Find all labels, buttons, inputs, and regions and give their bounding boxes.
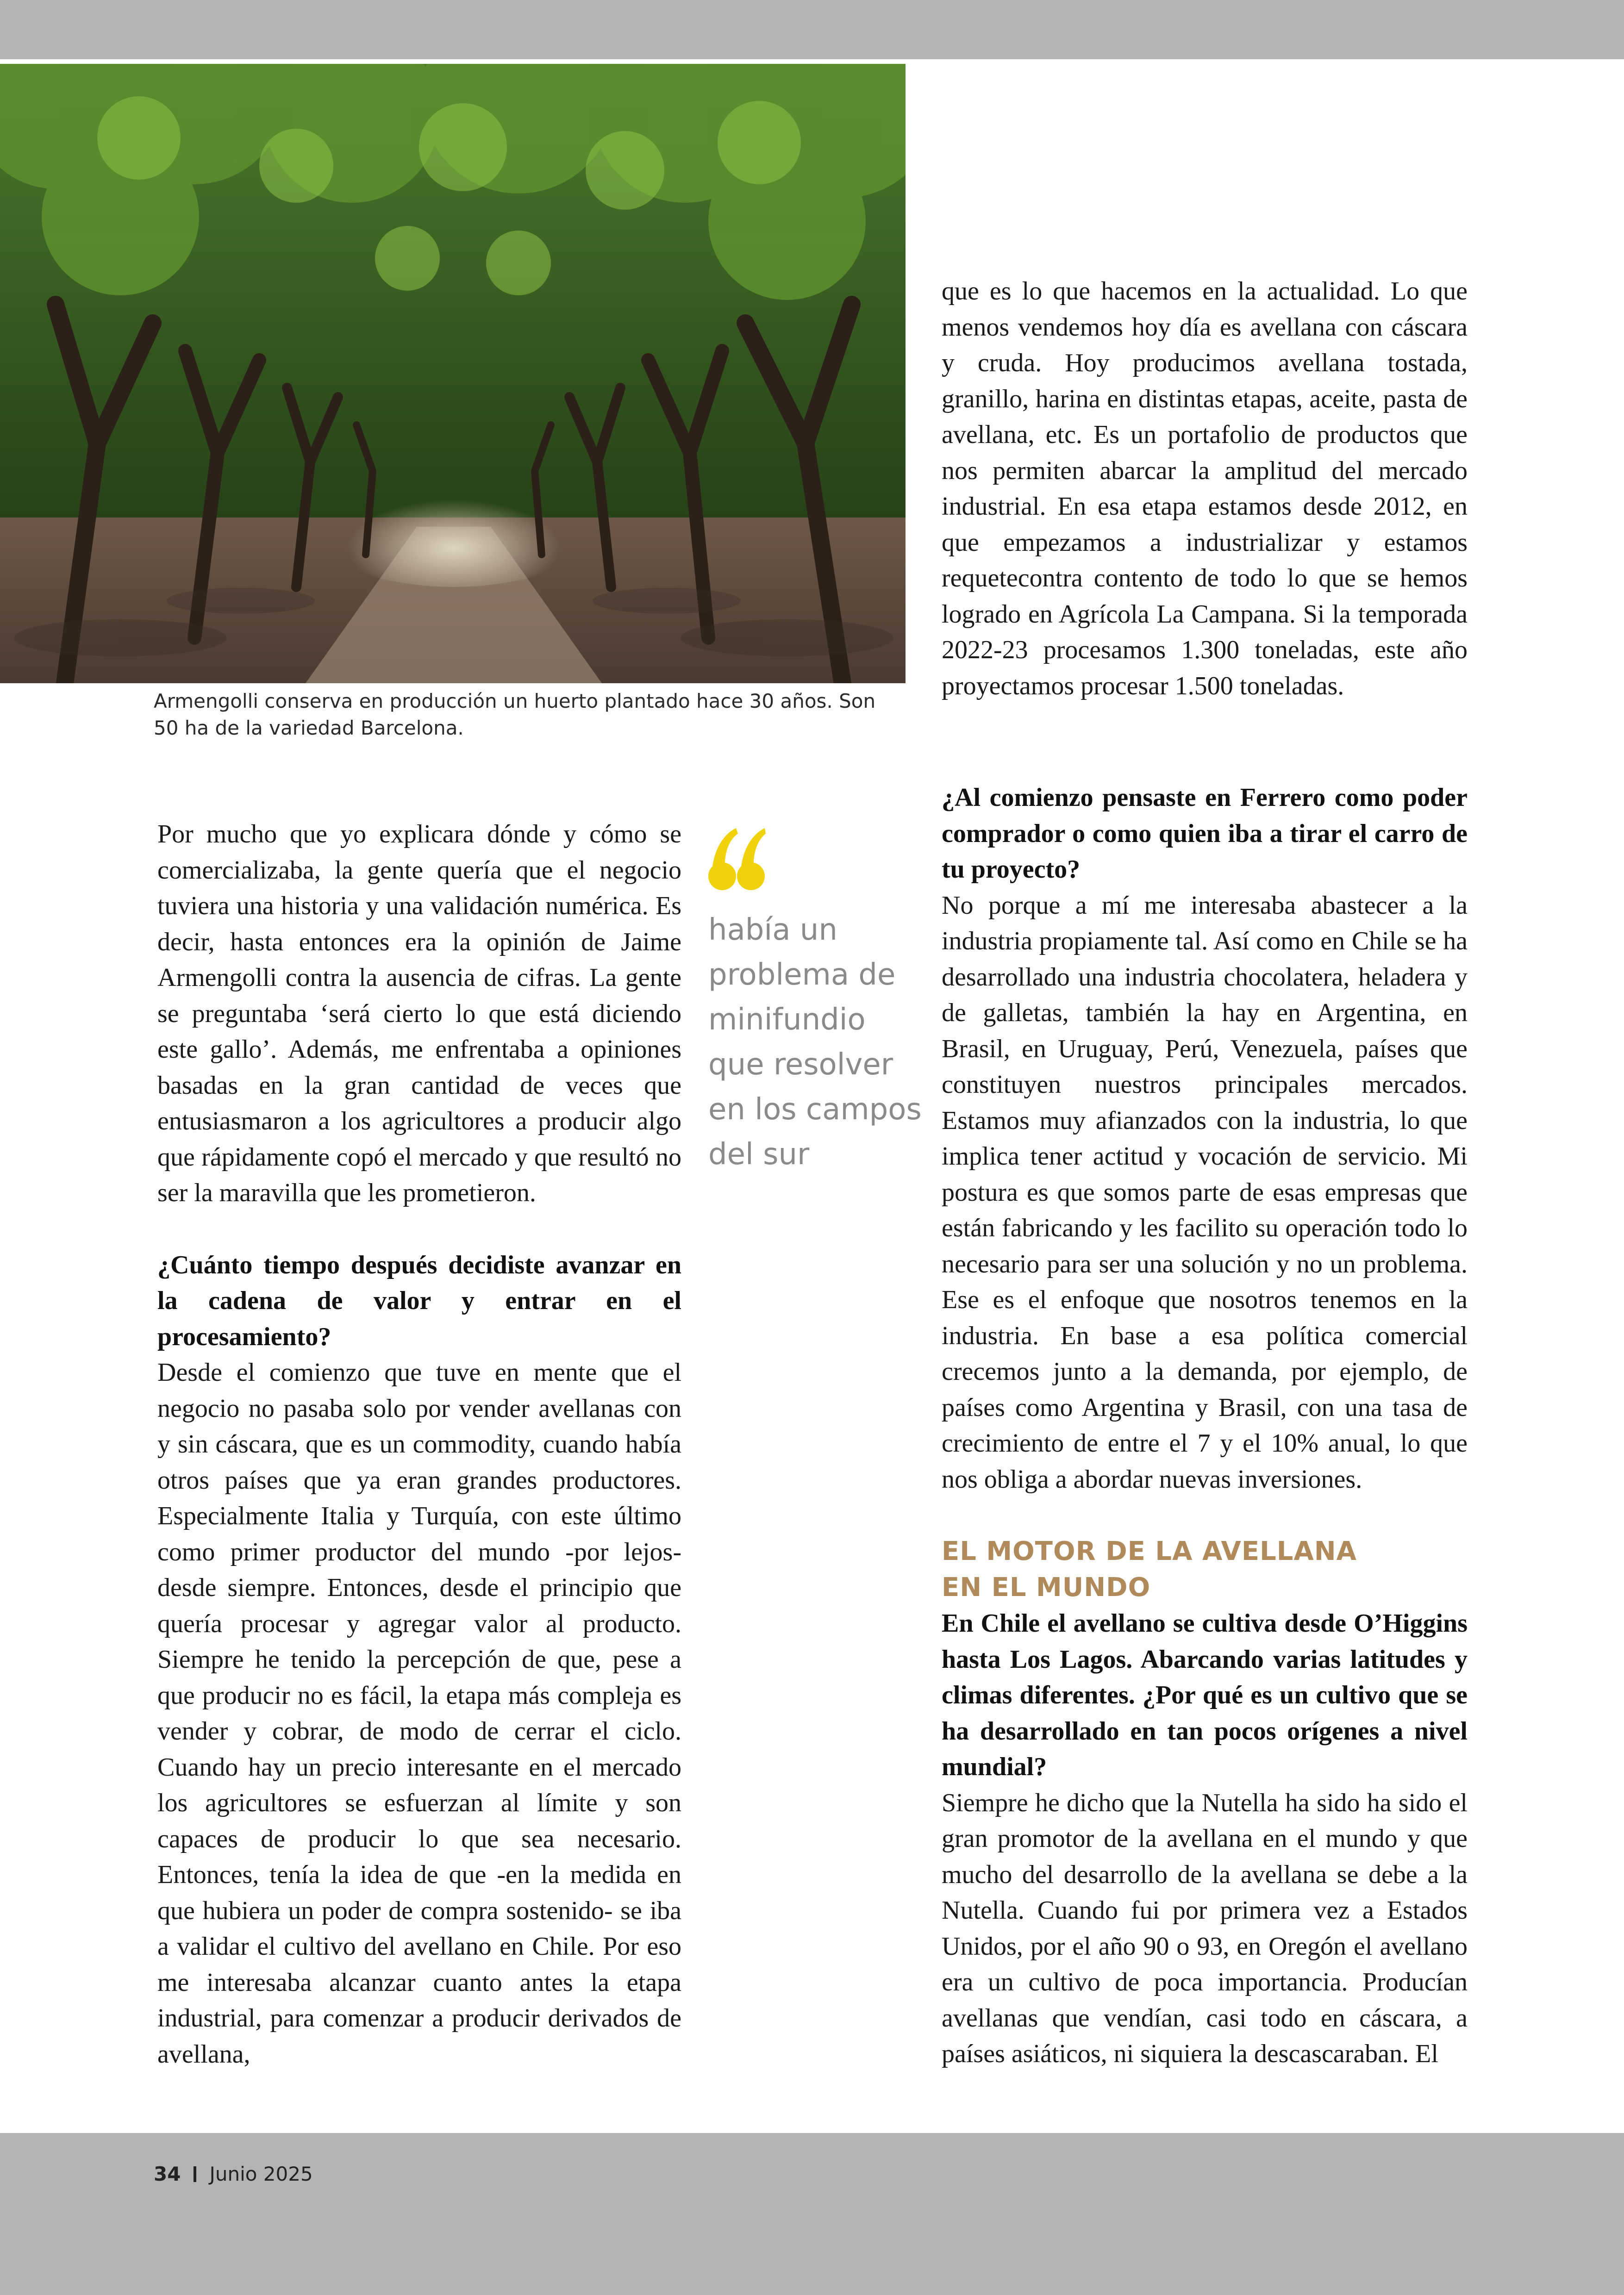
orchard-photo <box>0 64 906 683</box>
body-paragraph: Siempre he dicho que la Nutella ha sido ha sido el gran promotor de la avellana en el mundo y que mucho del desarrollo de la avellana se debe a la Nutella. Cuando fui por primera vez a Estados Unidos, por el año 90 o 93, en Oregón el avellano era un cultivo de poca importancia. Producían avellanas que vendían, casi todo en cáscara, a países asiáticos, ni siquiera la descascaraban. El <box>942 1788 1468 2068</box>
interview-question: En Chile el avellano se cultiva desde O’Higgins hasta Los Lagos. Abarcando varias latitudes y climas diferentes. ¿Por qué es un cultivo que se ha desarrollado en tan pocos orígenes a nivel mundial? <box>942 1609 1468 1781</box>
body-paragraph: Desde el comienzo que tuve en mente que el negocio no pasaba solo por vender avellanas con y sin cáscara, que es un commodity, cuando había otros países que ya eran grandes productores. Especialmente Italia y Turquía, con este último como primer productor del mundo -por lejos- desde siempre. Entonces, desde el principio que quería procesar y agregar valor al producto. Siempre he tenido la percepción de que, pese a que producir no es fácil, la etapa más compleja es vender y cobrar, de modo de cerrar el ciclo. Cuando hay un precio interesante en el mercado los agricultores se esfuerzan al límite y son capaces de producir lo que sea necesario. Entonces, tenía la idea de que -en la medida en que hubiera un poder de compra sostenido- se iba a validar el cultivo del avellano en Chile. Por eso me interesaba alcanzar cuanto antes la etapa industrial, para comenzar a producir derivados de avellana, <box>157 1358 681 2069</box>
left-column <box>157 817 681 2072</box>
page-footer <box>154 2163 313 2185</box>
interview-question: ¿Al comienzo pensaste en Ferrero como poder comprador o como quien iba a tirar el carro de tu proyecto? <box>942 783 1468 884</box>
body-paragraph: que es lo que hacemos en la actualidad. Lo que menos vendemos hoy día es avellana con cáscara y cruda. Hoy producimos avellana tostada, granillo, harina en distintas etapas, aceite, pasta de avellana, etc. Es un portafolio de productos que nos permiten abarcar la amplitud del mercado industrial. En esa etapa estamos desde 2012, en que empezamos a industrializar y estamos requetecontra contento de todo lo que se hemos logrado en Agrícola La Campana. Si la temporada 2022-23 procesamos 1.300 toneladas, este año proyectamos procesar 1.500 toneladas. <box>942 277 1468 700</box>
right-column <box>942 780 1468 2072</box>
viewer-bottom-band <box>0 2133 1624 2295</box>
paragraph-spacer <box>157 1211 681 1247</box>
body-paragraph: No porque a mí me interesaba abastecer a la industria propiamente tal. Así como en Chile se ha desarrollado una industria chocolatera, heladera y de galletas, también la hay en Argentina, en Brasil, en Uruguay, Perú, Venezuela, países que constituyen nuestros principales mercados. Estamos muy afianzados con la industria, lo que implica tener actitud y vocación de servicio. Mi postura es que somos parte de esas empresas que están fabricando y les facilito su operación todo lo necesario para ser una solución y no un problema. Ese es el enfoque que nosotros tenemos en la industria. En base a esa política comercial crecemos junto a la demanda, por ejemplo, de países como Argentina y Brasil, con una tasa de crecimiento de entre el 7 y el 10% anual, lo que nos obliga a abordar nuevas inversiones. <box>942 891 1468 1494</box>
page-number: 34 <box>154 2163 181 2185</box>
magazine-page <box>0 59 1624 2133</box>
quote-mark-icon <box>708 825 766 895</box>
photo-caption: Armengolli conserva en producción un huerto plantado hace 30 años. Son 50 ha de la variedad Barcelona. <box>154 690 876 739</box>
paragraph-spacer <box>942 1497 1468 1534</box>
pull-quote <box>708 825 926 1177</box>
viewer-top-band <box>0 0 1624 59</box>
body-paragraph: Por mucho que yo explicara dónde y cómo se comercializaba, la gente quería que el negocio tuviera una historia y una validación numérica. Es decir, hasta entonces era la opinión de Jaime Armengolli contra la ausencia de cifras. La gente se preguntaba ‘será cierto lo que está diciendo este gallo’. Además, me enfrentaba a opiniones basadas en la gran cantidad de veces que entusiasmaron a los agricultores a producir algo que rápidamente copó el mercado y que resultó no ser la maravilla que les prometieron. <box>157 820 681 1207</box>
orchard-illustration <box>0 64 906 683</box>
footer-separator <box>194 2166 196 2182</box>
section-heading: EL MOTOR DE LA AVELLANA EN EL MUNDO <box>942 1536 1357 1603</box>
interview-question: ¿Cuánto tiempo después decidiste avanzar en la cadena de valor y entrar en el procesamiento? <box>157 1250 681 1351</box>
right-column-top <box>942 274 1468 704</box>
issue-date: Junio 2025 <box>209 2163 313 2185</box>
pull-quote-text: había un problema de minifundio que resolver en los campos del sur <box>708 913 922 1172</box>
